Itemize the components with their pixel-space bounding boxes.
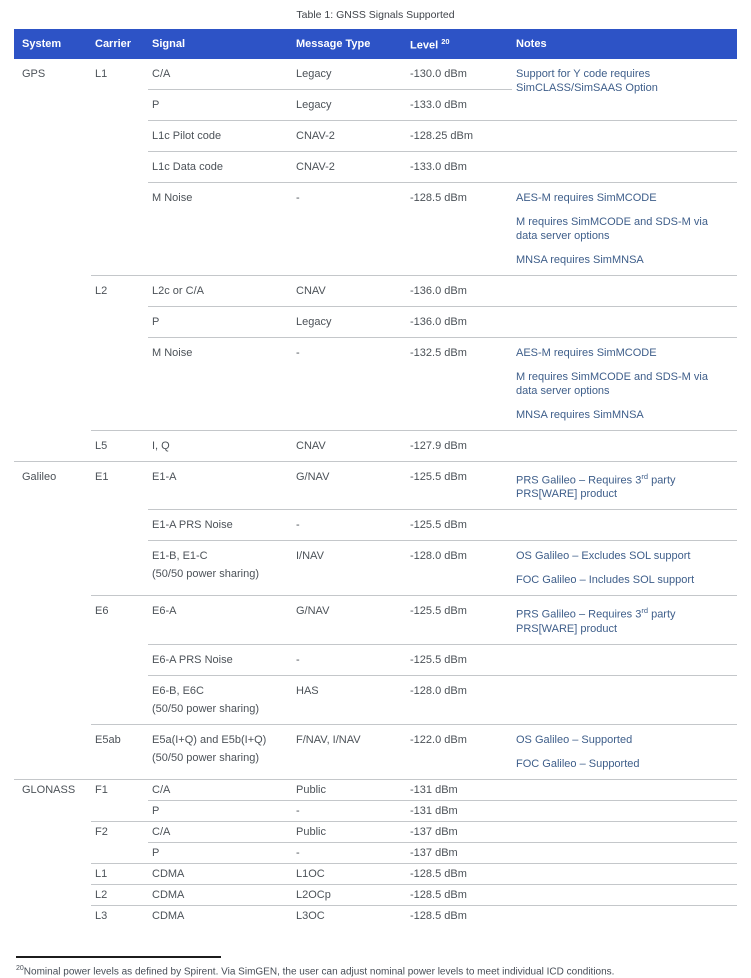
cell-signal: E1-A PRS Noise <box>148 510 292 541</box>
cell-level: -132.5 dBm <box>406 337 512 430</box>
signal-line: E6-B, E6C <box>152 684 204 697</box>
col-header-system: System <box>14 29 91 59</box>
cell-signal: I, Q <box>148 430 292 461</box>
table-row <box>14 275 737 306</box>
cell-notes-empty <box>512 430 737 461</box>
footnote <box>16 962 736 978</box>
cell-notes <box>512 596 737 645</box>
cell-message-type: HAS <box>292 675 406 724</box>
cell-level: -128.5 dBm <box>406 884 512 905</box>
col-header-message-type: Message Type <box>292 29 406 59</box>
cell-message-type: - <box>292 510 406 541</box>
cell-signal: E6-A <box>148 596 292 645</box>
cell-carrier: L2 <box>91 884 148 905</box>
col-header-level-label: Level <box>410 39 439 52</box>
note-line: AES-M requires SimMCODE <box>516 346 657 359</box>
cell-notes <box>512 541 737 596</box>
cell-message-type: L2OCp <box>292 884 406 905</box>
cell-level: -131 dBm <box>406 800 512 821</box>
cell-level: -131 dBm <box>406 779 512 800</box>
cell-signal: C/A <box>148 779 292 800</box>
cell-signal: M Noise <box>148 182 292 275</box>
cell-signal: CDMA <box>148 905 292 926</box>
cell-notes-empty <box>512 644 737 675</box>
cell-signal: CDMA <box>148 884 292 905</box>
cell-notes-empty <box>512 800 737 821</box>
cell-signal: L1c Data code <box>148 151 292 182</box>
cell-notes <box>512 724 737 779</box>
cell-carrier: F2 <box>91 821 148 863</box>
cell-notes-empty <box>512 306 737 337</box>
cell-message-type: - <box>292 182 406 275</box>
level-footnote-ref: 20 <box>441 37 450 46</box>
note-line: Support for Y code requires SimCLASS/SimSAAS Option <box>516 67 658 94</box>
cell-notes-empty <box>512 842 737 863</box>
cell-signal: M Noise <box>148 337 292 430</box>
cell-carrier: L3 <box>91 905 148 926</box>
cell-carrier: L1 <box>91 863 148 884</box>
col-header-notes: Notes <box>512 29 737 59</box>
cell-level: -125.5 dBm <box>406 644 512 675</box>
cell-message-type: - <box>292 337 406 430</box>
note-line: FOC Galileo – Includes SOL support <box>516 574 695 587</box>
cell-signal: P <box>148 842 292 863</box>
note-text: party PRS[WARE] product <box>516 474 676 501</box>
note-text: party PRS[WARE] product <box>516 608 676 635</box>
cell-message-type: Public <box>292 821 406 842</box>
signal-line: (50/50 power sharing) <box>152 702 260 715</box>
note-line: FOC Galileo – Supported <box>516 757 640 770</box>
note-line: OS Galileo – Supported <box>516 733 633 746</box>
cell-message-type: CNAV-2 <box>292 151 406 182</box>
cell-message-type: Public <box>292 779 406 800</box>
note-line: MNSA requires SimMNSA <box>516 253 644 266</box>
cell-message-type: Legacy <box>296 67 332 80</box>
cell-level: -133.0 dBm <box>406 151 512 182</box>
cell-message-type: Legacy <box>292 89 406 120</box>
cell-notes <box>512 461 737 510</box>
note-superscript: rd <box>641 606 649 616</box>
table-header-row <box>14 29 737 59</box>
cell-carrier: E1 <box>91 461 148 596</box>
cell-message-type: G/NAV <box>292 596 406 645</box>
note-text: PRS Galileo – Requires 3 <box>516 608 642 621</box>
cell-notes-empty <box>512 779 737 800</box>
table-row <box>14 430 737 461</box>
note-line: MNSA requires SimMNSA <box>516 408 644 421</box>
col-header-level <box>406 29 512 59</box>
signal-line: (50/50 power sharing) <box>152 568 260 581</box>
cell-carrier: L1 <box>95 67 108 80</box>
cell-system: GLONASS <box>14 779 91 926</box>
footnote-text: Nominal power levels as defined by Spirent. Via SimGEN, the user can adjust nominal power levels to meet individual ICD conditions. <box>23 966 615 978</box>
note-line: AES-M requires SimMCODE <box>516 191 657 204</box>
cell-message-type: Legacy <box>292 306 406 337</box>
cell-level: -128.25 dBm <box>406 120 512 151</box>
cell-carrier: F1 <box>91 779 148 821</box>
cell-notes-empty <box>512 884 737 905</box>
signal-line: E5a(I+Q) and E5b(I+Q) <box>152 733 267 746</box>
cell-message-type: CNAV <box>292 430 406 461</box>
cell-level: -125.5 dBm <box>406 596 512 645</box>
note-line <box>516 470 731 502</box>
cell-message-type: G/NAV <box>292 461 406 510</box>
cell-message-type: CNAV-2 <box>292 120 406 151</box>
footnote-separator <box>16 956 221 958</box>
cell-system: Galileo <box>14 461 91 779</box>
cell-level: -128.5 dBm <box>406 182 512 275</box>
cell-system: GPS <box>22 67 46 80</box>
cell-level: -125.5 dBm <box>406 510 512 541</box>
table-row <box>14 905 737 926</box>
note-line: M requires SimMCODE and SDS-M via data server options <box>516 215 708 242</box>
cell-level: -128.5 dBm <box>406 905 512 926</box>
table-caption: Table 1: GNSS Signals Supported <box>296 9 455 21</box>
cell-signal: CDMA <box>148 863 292 884</box>
cell-signal: E6-A PRS Noise <box>148 644 292 675</box>
cell-level: -128.5 dBm <box>406 863 512 884</box>
cell-level: -128.0 dBm <box>406 675 512 724</box>
note-line <box>516 604 731 636</box>
cell-carrier: L5 <box>91 430 148 461</box>
cell-notes-empty <box>512 821 737 842</box>
cell-notes-empty <box>512 863 737 884</box>
table-row <box>14 821 737 842</box>
cell-message-type: - <box>292 644 406 675</box>
signal-line: E1-B, E1-C <box>152 550 208 563</box>
cell-level: -127.9 dBm <box>406 430 512 461</box>
cell-carrier: E6 <box>91 596 148 725</box>
cell-signal: C/A <box>148 821 292 842</box>
cell-signal <box>148 675 292 724</box>
cell-level: -137 dBm <box>406 821 512 842</box>
cell-notes-empty <box>512 905 737 926</box>
cell-level: -133.0 dBm <box>406 89 512 120</box>
note-line: M requires SimMCODE and SDS-M via data server options <box>516 370 708 397</box>
cell-notes <box>512 182 737 275</box>
cell-notes-empty <box>512 675 737 724</box>
cell-notes <box>512 59 737 121</box>
table-row <box>14 461 737 510</box>
table-row <box>14 863 737 884</box>
cell-signal: E1-A <box>148 461 292 510</box>
col-header-signal: Signal <box>148 29 292 59</box>
cell-level: -122.0 dBm <box>406 724 512 779</box>
cell-message-type: I/NAV <box>292 541 406 596</box>
col-header-carrier: Carrier <box>91 29 148 59</box>
cell-notes-empty <box>512 151 737 182</box>
cell-notes-empty <box>512 120 737 151</box>
table-row <box>14 779 737 800</box>
cell-message-type: L3OC <box>292 905 406 926</box>
cell-message-type: L1OC <box>292 863 406 884</box>
cell-signal <box>148 541 292 596</box>
cell-message-type: - <box>292 842 406 863</box>
cell-notes-empty <box>512 275 737 306</box>
cell-level: -137 dBm <box>406 842 512 863</box>
cell-level: -130.0 dBm <box>410 67 467 80</box>
cell-carrier: L2 <box>91 275 148 430</box>
cell-level: -128.0 dBm <box>406 541 512 596</box>
table-row <box>14 884 737 905</box>
note-superscript: rd <box>641 471 649 481</box>
cell-notes <box>512 337 737 430</box>
table-row <box>14 59 737 90</box>
cell-level: -136.0 dBm <box>406 306 512 337</box>
note-line: OS Galileo – Excludes SOL support <box>516 550 691 563</box>
cell-signal: C/A <box>152 67 171 80</box>
cell-signal: L2c or C/A <box>148 275 292 306</box>
note-text: PRS Galileo – Requires 3 <box>516 474 642 487</box>
cell-notes-empty <box>512 510 737 541</box>
cell-signal: L1c Pilot code <box>148 120 292 151</box>
cell-signal: P <box>148 800 292 821</box>
cell-level: -125.5 dBm <box>406 461 512 510</box>
cell-level: -136.0 dBm <box>406 275 512 306</box>
footnote-number: 20 <box>16 964 24 972</box>
cell-message-type: - <box>292 800 406 821</box>
table-row <box>14 596 737 645</box>
cell-message-type: CNAV <box>292 275 406 306</box>
cell-message-type: F/NAV, I/NAV <box>292 724 406 779</box>
cell-signal: P <box>148 89 292 120</box>
cell-signal <box>148 724 292 779</box>
cell-signal: P <box>148 306 292 337</box>
signal-line: (50/50 power sharing) <box>152 751 260 764</box>
cell-carrier: E5ab <box>91 724 148 779</box>
table-row <box>14 724 737 779</box>
gnss-signals-table <box>14 29 737 926</box>
